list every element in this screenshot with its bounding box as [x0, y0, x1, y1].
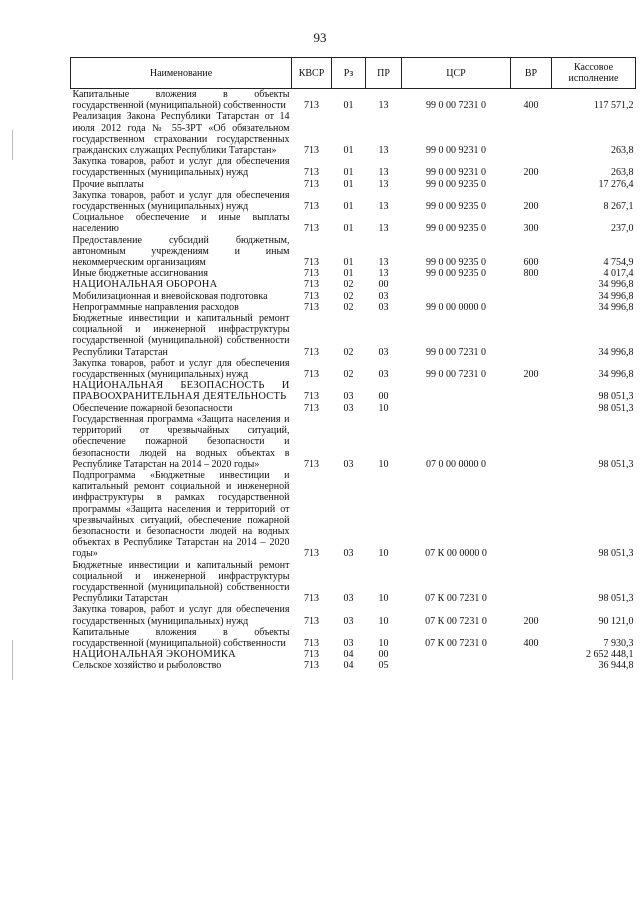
- cell-amount: 98 051,3: [598, 391, 634, 403]
- cell-vr: [511, 660, 552, 671]
- cell-amount: 4 754,9: [603, 257, 634, 269]
- cell-amount: 237,0: [611, 223, 634, 235]
- scan-margin-mark: [12, 130, 13, 160]
- header-pr: ПР: [366, 58, 402, 89]
- cell-vr: [511, 649, 552, 660]
- cell-name: НАЦИОНАЛЬНАЯ ЭКОНОМИКА: [72, 649, 236, 661]
- cell-vr: 200: [523, 167, 539, 179]
- cell-kvsr: 713: [304, 201, 319, 213]
- table-row: [71, 291, 636, 302]
- cell-amount: 98 051,3: [598, 458, 634, 470]
- cell-name: Закупка товаров, работ и услуг для обеспечения государственных (муниципальных) нужд: [72, 604, 290, 627]
- table-row: [71, 660, 636, 671]
- cell-rz: 03: [343, 615, 354, 627]
- cell-kvsr: 713: [304, 649, 319, 661]
- cell-rz: 03: [343, 548, 354, 560]
- cell-pr: 10: [378, 637, 389, 649]
- table-body: [71, 89, 636, 672]
- cell-kvsr: 713: [304, 660, 319, 672]
- cell-kvsr: 713: [304, 637, 319, 649]
- cell-csr: 99 0 00 9235 0: [426, 201, 486, 213]
- cell-vr: [511, 560, 552, 605]
- table-row: [71, 179, 636, 190]
- cell-amount: 34 996,8: [598, 279, 634, 291]
- cell-rz: 01: [343, 257, 354, 269]
- budget-execution-table: [70, 57, 636, 672]
- cell-pr: 13: [378, 257, 389, 269]
- cell-rz: 01: [343, 178, 354, 190]
- cell-pr: 03: [378, 290, 389, 302]
- header-name: Наименование: [71, 58, 292, 89]
- cell-vr: 400: [523, 100, 539, 112]
- cell-rz: 03: [343, 593, 354, 605]
- cell-name: Закупка товаров, работ и услуг для обеспечения государственных (муниципальных) нужд: [72, 189, 290, 213]
- cell-csr: 07 К 00 0000 0: [425, 548, 487, 560]
- cell-kvsr: 713: [304, 268, 319, 280]
- header-kvsr: КВСР: [292, 58, 332, 89]
- cell-kvsr: 713: [304, 145, 319, 157]
- cell-kvsr: 713: [304, 100, 319, 112]
- cell-pr: 13: [378, 145, 389, 157]
- cell-csr: [402, 291, 511, 302]
- page-number: 93: [313, 30, 327, 45]
- cell-amount: 4 017,4: [603, 268, 634, 280]
- cell-rz: 04: [343, 660, 354, 672]
- cell-kvsr: 713: [304, 223, 319, 235]
- cell-pr: 10: [378, 615, 389, 627]
- cell-kvsr: 713: [304, 593, 319, 605]
- cell-csr: 99 0 00 9235 0: [426, 268, 486, 280]
- cell-kvsr: 713: [304, 257, 319, 269]
- table-row: [71, 212, 636, 234]
- cell-vr: 400: [523, 637, 539, 649]
- cell-amount: 7 930,3: [603, 637, 634, 649]
- cell-kvsr: 713: [304, 301, 319, 313]
- cell-amount: 2 652 448,1: [586, 649, 634, 661]
- cell-amount: 117 571,2: [593, 100, 634, 112]
- cell-rz: 02: [343, 369, 354, 381]
- table-row: [71, 279, 636, 290]
- table-row: [71, 111, 636, 156]
- cell-vr: 600: [523, 257, 539, 269]
- cell-amount: 34 996,8: [598, 290, 634, 302]
- cell-vr: 800: [523, 268, 539, 280]
- cell-kvsr: 713: [304, 391, 319, 403]
- cell-rz: 01: [343, 201, 354, 213]
- cell-csr: [402, 403, 511, 414]
- cell-csr: 99 0 00 0000 0: [426, 301, 486, 313]
- cell-vr: [511, 279, 552, 290]
- cell-pr: 03: [378, 369, 389, 381]
- cell-amount: 34 996,8: [598, 346, 634, 358]
- cell-pr: 03: [378, 301, 389, 313]
- table-row: [71, 380, 636, 402]
- cell-kvsr: 713: [304, 548, 319, 560]
- header-vr: ВР: [511, 58, 552, 89]
- cell-name: Мобилизационная и вневойсковая подготовка: [72, 290, 268, 302]
- cell-rz: 02: [343, 290, 354, 302]
- cell-csr: 99 0 00 9235 0: [426, 178, 486, 190]
- cell-rz: 04: [343, 649, 354, 661]
- cell-rz: 03: [343, 402, 354, 414]
- table-row: [71, 268, 636, 279]
- cell-name: Обеспечение пожарной безопасности: [72, 402, 233, 414]
- cell-amount: 17 276,4: [598, 178, 634, 190]
- cell-vr: [511, 111, 552, 156]
- cell-rz: 03: [343, 391, 354, 403]
- table-row: [71, 649, 636, 660]
- cell-pr: 03: [378, 346, 389, 358]
- cell-name: Прочие выплаты: [72, 178, 144, 190]
- cell-vr: [511, 414, 552, 470]
- cell-name: Закупка товаров, работ и услуг для обеспечения государственных (муниципальных) нужд: [72, 357, 290, 381]
- cell-kvsr: 713: [304, 402, 319, 414]
- cell-amount: 8 267,1: [603, 201, 634, 213]
- table-row: [71, 89, 636, 112]
- cell-amount: 98 051,3: [598, 593, 634, 605]
- cell-kvsr: 713: [304, 369, 319, 381]
- cell-name: Бюджетные инвестиции и капитальный ремонт социальной и инженерной инфраструктуры государственной (муниципальной) собственности Республики Татарстан: [72, 313, 290, 358]
- cell-rz: 01: [343, 100, 354, 112]
- cell-kvsr: 713: [304, 615, 319, 627]
- cell-csr: [402, 649, 511, 660]
- cell-amount: 98 051,3: [598, 548, 634, 560]
- cell-rz: 03: [343, 637, 354, 649]
- cell-pr: 13: [378, 201, 389, 213]
- cell-vr: [511, 380, 552, 402]
- table-row: [71, 313, 636, 358]
- cell-vr: 200: [523, 369, 539, 381]
- cell-pr: 13: [378, 167, 389, 179]
- cell-csr: [402, 660, 511, 671]
- cell-vr: 200: [523, 201, 539, 213]
- table-row: [71, 403, 636, 414]
- cell-amount: 263,8: [611, 145, 634, 157]
- header-csr: ЦСР: [402, 58, 511, 89]
- cell-name: Непрограммные направления расходов: [72, 301, 239, 313]
- cell-amount: 90 121,0: [598, 615, 634, 627]
- cell-kvsr: 713: [304, 290, 319, 302]
- cell-amount: 36 944,8: [598, 660, 634, 672]
- header-amount: Кассовое исполнение: [552, 58, 636, 89]
- cell-name: НАЦИОНАЛЬНАЯ ОБОРОНА: [72, 279, 218, 291]
- cell-pr: 13: [378, 223, 389, 235]
- cell-vr: [511, 302, 552, 313]
- cell-amount: 263,8: [611, 167, 634, 179]
- cell-csr: 07 К 00 7231 0: [425, 637, 487, 649]
- cell-pr: 13: [378, 100, 389, 112]
- cell-name: Предоставление субсидий бюджетным, автономным учреждениям и иным некоммерческим организациям: [72, 234, 290, 269]
- table-row: [71, 358, 636, 380]
- cell-pr: 05: [378, 660, 389, 672]
- cell-rz: 02: [343, 301, 354, 313]
- cell-csr: 99 0 00 9231 0: [426, 145, 486, 157]
- cell-pr: 00: [378, 279, 389, 291]
- cell-vr: [511, 403, 552, 414]
- table-row: [71, 627, 636, 649]
- table-row: [71, 470, 636, 560]
- cell-name: Капитальные вложения в объекты государственной (муниципальной) собственности: [72, 626, 290, 649]
- cell-pr: 10: [378, 458, 389, 470]
- cell-name: Социальное обеспечение и иные выплаты населению: [72, 212, 290, 235]
- cell-kvsr: 713: [304, 279, 319, 291]
- cell-vr: 200: [523, 615, 539, 627]
- cell-rz: 02: [343, 279, 354, 291]
- table-row: [71, 235, 636, 269]
- cell-rz: 02: [343, 346, 354, 358]
- table-row: [71, 414, 636, 470]
- cell-kvsr: 713: [304, 167, 319, 179]
- cell-csr: 99 0 00 7231 0: [426, 369, 486, 381]
- cell-rz: 03: [343, 458, 354, 470]
- table-row: [71, 156, 636, 178]
- cell-csr: 99 0 00 9235 0: [426, 223, 486, 235]
- cell-rz: 01: [343, 167, 354, 179]
- table-row: [71, 604, 636, 626]
- cell-name: Иные бюджетные ассигнования: [72, 268, 208, 280]
- cell-csr: 07 К 00 7231 0: [425, 593, 487, 605]
- table-row: [71, 302, 636, 313]
- cell-pr: 10: [378, 402, 389, 414]
- cell-amount: 98 051,3: [598, 402, 634, 414]
- cell-kvsr: 713: [304, 458, 319, 470]
- cell-amount: 34 996,8: [598, 369, 634, 381]
- cell-rz: 01: [343, 223, 354, 235]
- cell-pr: 00: [378, 649, 389, 661]
- cell-name: НАЦИОНАЛЬНАЯ БЕЗОПАСНОСТЬ И ПРАВООХРАНИТЕЛЬНАЯ ДЕЯТЕЛЬНОСТЬ: [72, 380, 290, 403]
- cell-csr: 99 0 00 7231 0: [426, 100, 486, 112]
- cell-name: Государственная программа «Защита населения и территорий от чрезвычайных ситуаций, обеспечение пожарной безопасности и безопасности людей на водных объектах в Республике Татарстан на 2014 – 2020 годы»: [72, 413, 290, 470]
- cell-pr: 10: [378, 593, 389, 605]
- cell-name: Реализация Закона Республики Татарстан от 14 июля 2012 года № 55-ЗРТ «Об обязательном государственном страховании государственных гражданских служащих Республики Татарстан»: [72, 111, 290, 157]
- cell-vr: [511, 291, 552, 302]
- cell-pr: 00: [378, 391, 389, 403]
- cell-vr: [511, 313, 552, 358]
- cell-rz: 01: [343, 145, 354, 157]
- cell-name: Закупка товаров, работ и услуг для обеспечения государственных (муниципальных) нужд: [72, 156, 290, 179]
- header-rz: Рз: [332, 58, 366, 89]
- cell-name: Подпрограмма «Бюджетные инвестиции и капитальный ремонт социальной и инженерной инфраструктуры в рамках государственной программы «Защита населения и территорий от чрезвычайных ситуаций, обеспечение пожарной безопасности и безопасности людей на водных объектах в Республике Татарстан на 2014 – 2020 годы»: [72, 469, 290, 560]
- cell-kvsr: 713: [304, 178, 319, 190]
- table-row: [71, 560, 636, 605]
- scan-margin-mark: [12, 640, 13, 680]
- cell-rz: 01: [343, 268, 354, 280]
- cell-csr: [402, 279, 511, 290]
- cell-csr: [402, 380, 511, 402]
- cell-csr: 99 0 00 9231 0: [426, 167, 486, 179]
- cell-csr: 99 0 00 9235 0: [426, 257, 486, 269]
- cell-csr: 07 К 00 7231 0: [425, 615, 487, 627]
- cell-name: Капитальные вложения в объекты государственной (муниципальной) собственности: [72, 89, 290, 112]
- cell-pr: 13: [378, 268, 389, 280]
- cell-vr: 300: [523, 223, 539, 235]
- table-row: [71, 190, 636, 212]
- cell-vr: [511, 470, 552, 560]
- cell-csr: 99 0 00 7231 0: [426, 346, 486, 358]
- cell-pr: 10: [378, 548, 389, 560]
- cell-name: Сельское хозяйство и рыболовство: [72, 660, 222, 672]
- cell-csr: 07 0 00 0000 0: [426, 458, 486, 470]
- table-header-row: [71, 58, 636, 89]
- cell-vr: [511, 179, 552, 190]
- cell-pr: 13: [378, 178, 389, 190]
- cell-name: Бюджетные инвестиции и капитальный ремонт социальной и инженерной инфраструктуры государственной (муниципальной) собственности Республики Татарстан: [72, 559, 290, 605]
- cell-amount: 34 996,8: [598, 301, 634, 313]
- cell-kvsr: 713: [304, 346, 319, 358]
